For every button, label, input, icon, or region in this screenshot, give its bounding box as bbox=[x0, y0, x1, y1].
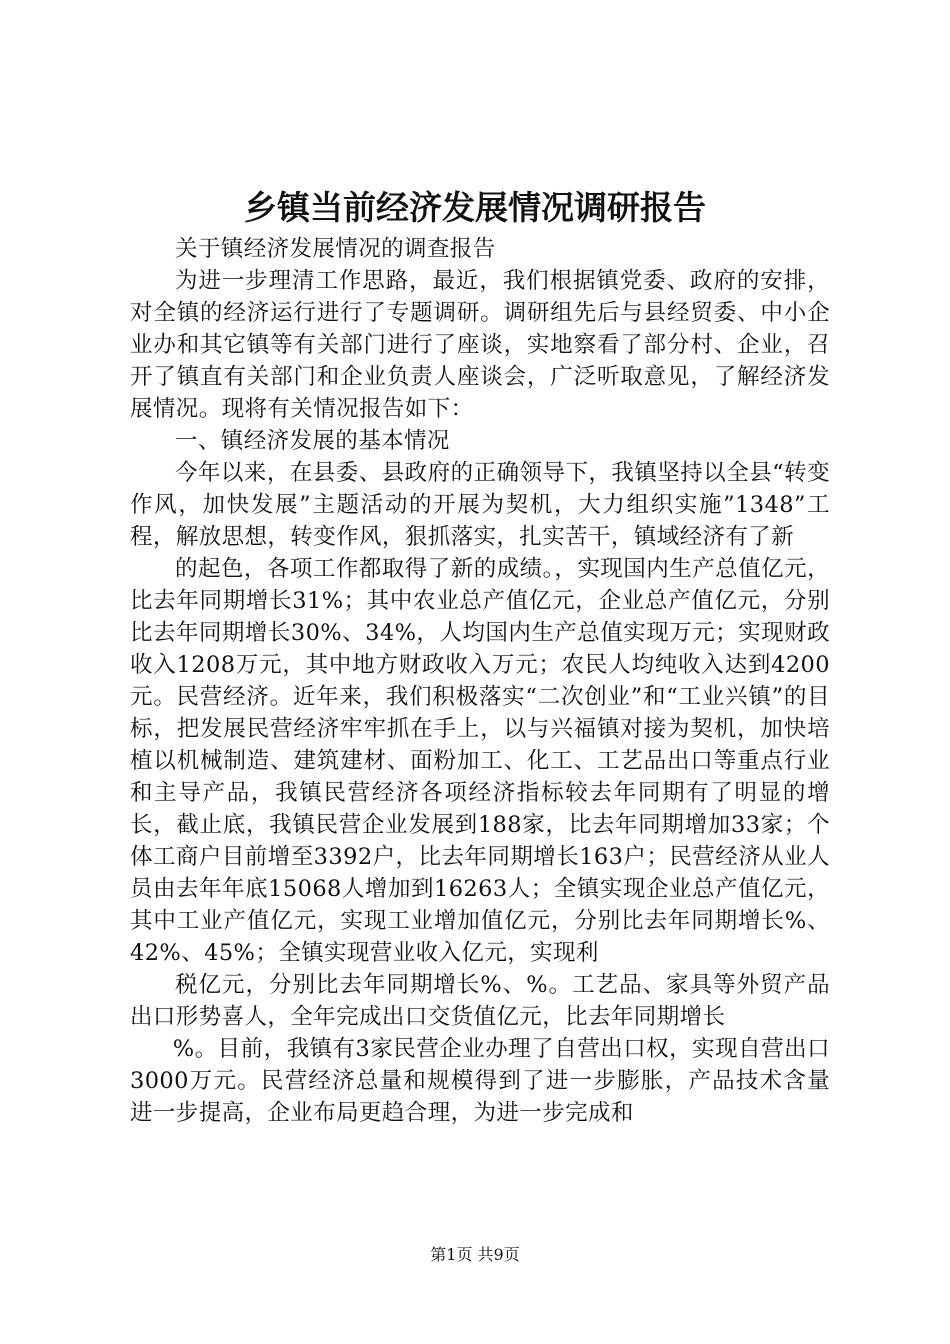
paragraph-export: 税亿元，分别比去年同期增长%、%。工艺品、家具等外贸产品出口形势喜人，全年完成出口交货值亿元，比去年同期增长 bbox=[130, 972, 830, 1030]
paragraph-private-economy: %。目前，我镇有3家民营企业办理了自营出口权，实现自营出口3000万元。民营经济总量和规模得到了进一步膨胀，产品技术含量进一步提高，企业布局更趋合理，为进一步完成和 bbox=[130, 1036, 830, 1126]
paragraph-overview: 今年以来，在县委、县政府的正确领导下，我镇坚持以全县“转变作风，加快发展”主题活动的开展为契机，大力组织实施”1348”工程，解放思想，转变作风，狠抓落实，扎实苦干，镇域经济有了新 bbox=[130, 460, 830, 550]
document-title: 乡镇当前经济发展情况调研报告 bbox=[244, 188, 706, 227]
document-body bbox=[130, 233, 830, 1129]
paragraph-economy: 的起色，各项工作都取得了新的成绩。，实现国内生产总值亿元，比去年同期增长31%；其中农业总产值亿元，企业总产值亿元，分别比去年同期增长30%、34%，人均国内生产总值实现万元；实现财政收入1208万元，其中地方财政收入万元；农民人均纯收入达到4200元。民营经济。近年来，我们积极落实“二次创业”和“工业兴镇”的目标，把发展民营经济牢牢抓在手上，以与兴福镇对接为契机，加快培植以机械制造、建筑建材、面粉加工、化工、工艺品出口等重点行业和主导产品，我镇民营经济各项经济指标较去年同期有了明显的增长，截止底，我镇民营企业发展到188家，比去年同期增加33家；个体工商户目前增至3392户，比去年同期增长163户；民营经济从业人员由去年年底15068人增加到16263人；全镇实现企业总产值亿元，其中工业产值亿元，实现工业增加值亿元，分别比去年同期增长%、42%、45%；全镇实现营业收入亿元，实现利 bbox=[130, 556, 830, 966]
paragraph-intro: 为进一步理清工作思路，最近，我们根据镇党委、政府的安排，对全镇的经济运行进行了专题调研。调研组先后与县经贸委、中小企业办和其它镇等有关部门进行了座谈，实地察看了部分村、企业，召开了镇直有关部门和企业负责人座谈会，广泛听取意见，了解经济发展情况。现将有关情况报告如下： bbox=[130, 268, 830, 422]
section-heading: 一、镇经济发展的基本情况 bbox=[175, 428, 450, 454]
paragraph-subtitle: 关于镇经济发展情况的调查报告 bbox=[175, 236, 496, 262]
page-number: 第1页 共9页 bbox=[430, 1245, 520, 1264]
